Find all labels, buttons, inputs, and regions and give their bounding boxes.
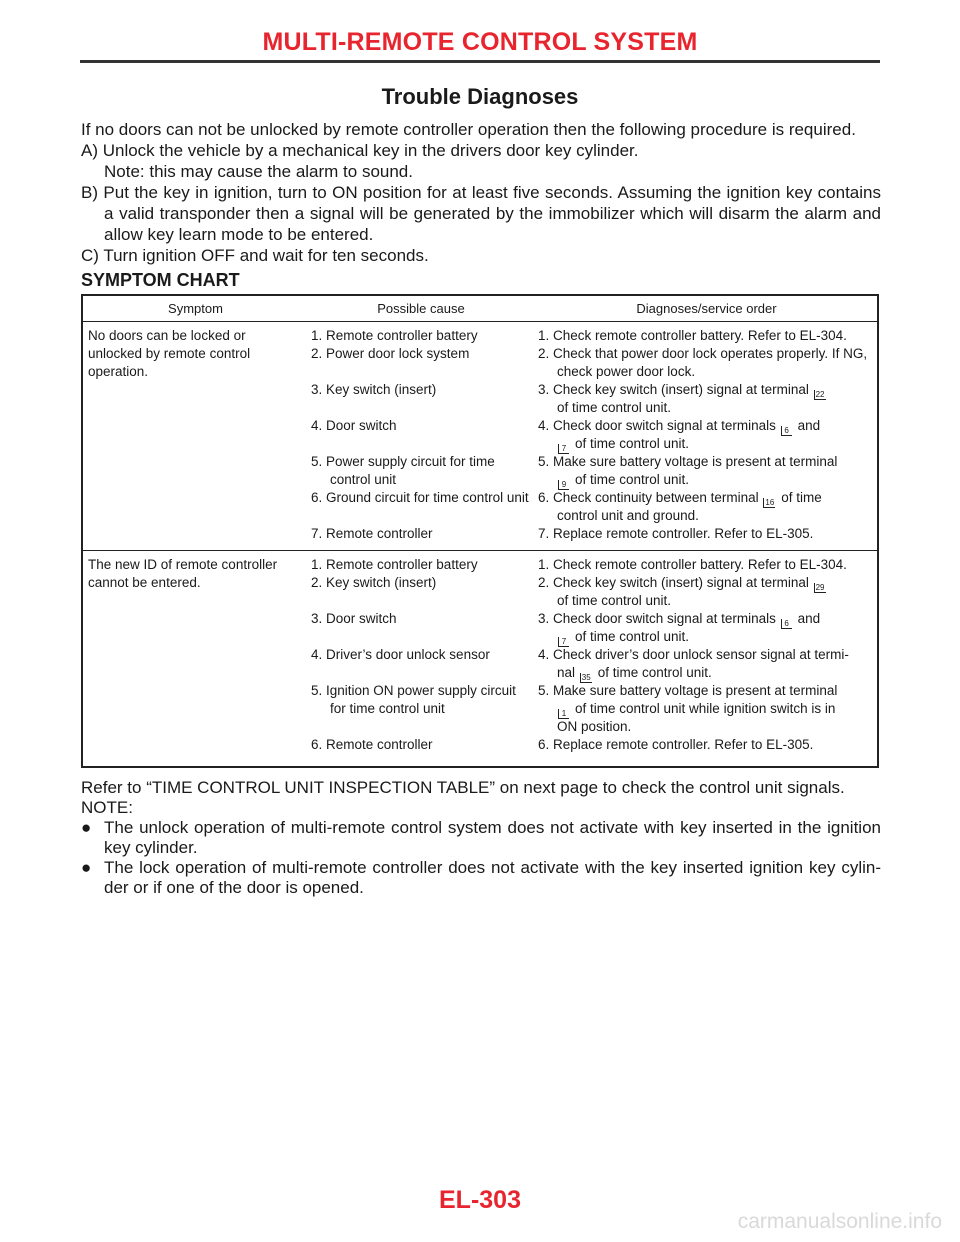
table-row (83, 321, 877, 551)
diagnosis-text: ON position. (557, 719, 632, 734)
cause-item: 5. Ignition ON power supply circuit for time control unit (311, 683, 516, 716)
procedure-step-a: A) Unlock the vehicle by a mechanical key in the drivers door key cylinder. (81, 141, 639, 160)
diagnosis-text: and (797, 418, 821, 433)
diagnosis-item (538, 381, 876, 400)
cause-item: 2. Key switch (insert) (311, 575, 437, 590)
diagnosis-text: 3. Check key switch (insert) signal at terminal (538, 382, 809, 397)
column-header-symptom: Symptom (168, 301, 223, 316)
cause-item: 1. Remote controller battery (311, 328, 478, 343)
diagnosis-item: 2. Check that power door lock operates properly. If NG, check power door lock. (538, 346, 868, 379)
note-item (81, 858, 881, 898)
cause-item: 1. Remote controller battery (311, 557, 478, 572)
procedure-step-b: B) Put the key in ignition, turn to ON position for at least five seconds. Assuming the ignition key contains a valid transponder then a signal will be generated by the immobilizer which will disarm the alarm and allow key learn mode to be entered. (81, 183, 881, 244)
terminal-number-badge: 6 (781, 426, 792, 436)
terminal-number-badge: 1 (558, 709, 569, 719)
diagnosis-text: 5. Make sure battery voltage is present at terminal (538, 683, 838, 698)
watermark: carmanualsonline.info (737, 1210, 942, 1233)
diagnosis-text: and (797, 611, 821, 626)
intro-procedure (81, 119, 881, 266)
diagnosis-item (538, 417, 876, 436)
cause-item: 3. Key switch (insert) (311, 382, 437, 397)
cause-item: 7. Remote controller (311, 526, 433, 541)
symptom-chart-table (81, 294, 879, 768)
diagnosis-item: 1. Check remote controller battery. Refer to EL-304. (538, 557, 847, 572)
diagnosis-text: 4. Check door switch signal at terminals (538, 418, 776, 433)
diagnosis-text: of time control unit while ignition switch is in (575, 701, 836, 716)
terminal-number-badge: 29 (815, 583, 825, 592)
diagnosis-item (538, 700, 876, 719)
diagnosis-item: 6. Replace remote controller. Refer to EL-305. (538, 737, 814, 752)
cause-item: 5. Power supply circuit for time control unit (311, 454, 495, 487)
diagnosis-text: of time control unit. (557, 593, 672, 608)
symptom-cell: No doors can be locked or unlocked by remote control operation. (88, 328, 251, 379)
diagnosis-text: of time control unit. (557, 400, 672, 415)
header-divider (80, 60, 880, 63)
note-label: NOTE: (81, 798, 133, 817)
diagnosis-item: 1. Check remote controller battery. Refer to EL-304. (538, 328, 847, 343)
diagnosis-item (538, 610, 876, 629)
cause-item: 4. Driver’s door unlock sensor (311, 647, 490, 662)
terminal-number-badge: 35 (581, 673, 591, 682)
procedure-step-c: C) Turn ignition OFF and wait for ten seconds. (81, 246, 429, 265)
diagnosis-item (538, 574, 876, 593)
bullet-icon: ● (81, 858, 92, 877)
section-header-title: MULTI-REMOTE CONTROL SYSTEM (262, 28, 698, 56)
cause-item: 4. Door switch (311, 418, 397, 433)
diagnosis-item: 7. Replace remote controller. Refer to EL-305. (538, 526, 814, 541)
diagnosis-text: 4. Check driver’s door unlock sensor signal at termi- (538, 647, 849, 662)
diagnosis-text: of time control unit. (575, 629, 690, 644)
terminal-number-badge: 7 (558, 637, 569, 647)
diagnosis-text: of time control unit. (575, 472, 690, 487)
diagnosis-item (538, 435, 876, 454)
diagnosis-text: nal (557, 665, 576, 680)
diagnosis-item (538, 471, 876, 490)
terminal-number-badge: 9 (558, 480, 569, 490)
diagnosis-item (538, 664, 876, 683)
cause-item: 6. Remote controller (311, 737, 433, 752)
terminal-number-badge: 16 (765, 498, 775, 507)
terminal-number-badge: 6 (781, 619, 792, 629)
cause-item: 6. Ground circuit for time control unit (311, 490, 529, 505)
symptom-cell: The new ID of remote controller cannot be entered. (88, 557, 278, 590)
diagnosis-text: of time (781, 490, 822, 505)
column-header-diagnoses: Diagnoses/service order (636, 301, 777, 316)
note-text: The unlock operation of multi-remote control system does not activate with key inserted in the ignition key cylinder. (104, 818, 881, 857)
symptom-chart-heading: SYMPTOM CHART (81, 270, 240, 290)
diagnosis-item (538, 628, 876, 647)
cause-item: 3. Door switch (311, 611, 397, 626)
diagnosis-text: 5. Make sure battery voltage is present at terminal (538, 454, 838, 469)
bullet-icon: ● (81, 818, 92, 837)
table-row (83, 550, 877, 767)
refer-text: Refer to “TIME CONTROL UNIT INSPECTION TABLE” on next page to check the control unit signals. (81, 778, 845, 797)
diagnosis-text: 3. Check door switch signal at terminals (538, 611, 776, 626)
terminal-number-badge: 22 (815, 390, 825, 399)
column-header-possible-cause: Possible cause (377, 301, 465, 316)
terminal-number-badge: 7 (558, 444, 569, 454)
note-item (81, 818, 881, 858)
diagnosis-item (538, 489, 876, 508)
page-title: Trouble Diagnoses (381, 84, 579, 109)
notes-section (81, 778, 881, 898)
diagnosis-text: of time control unit. (597, 665, 712, 680)
diagnosis-text: 6. Check continuity between terminal (538, 490, 759, 505)
page-number: EL-303 (439, 1186, 521, 1214)
intro-lead: If no doors can not be unlocked by remote controller operation then the following procedure is required. (81, 120, 856, 139)
diagnosis-text: control unit and ground. (557, 508, 699, 523)
cause-item: 2. Power door lock system (311, 346, 470, 361)
procedure-step-a-note: Note: this may cause the alarm to sound. (104, 162, 413, 181)
diagnosis-text: of time control unit. (575, 436, 690, 451)
diagnosis-text: 2. Check key switch (insert) signal at terminal (538, 575, 809, 590)
note-text: The lock operation of multi-remote controller does not activate with the key inserted ignition key cylin-der or if one of the door is opened. (104, 858, 881, 897)
